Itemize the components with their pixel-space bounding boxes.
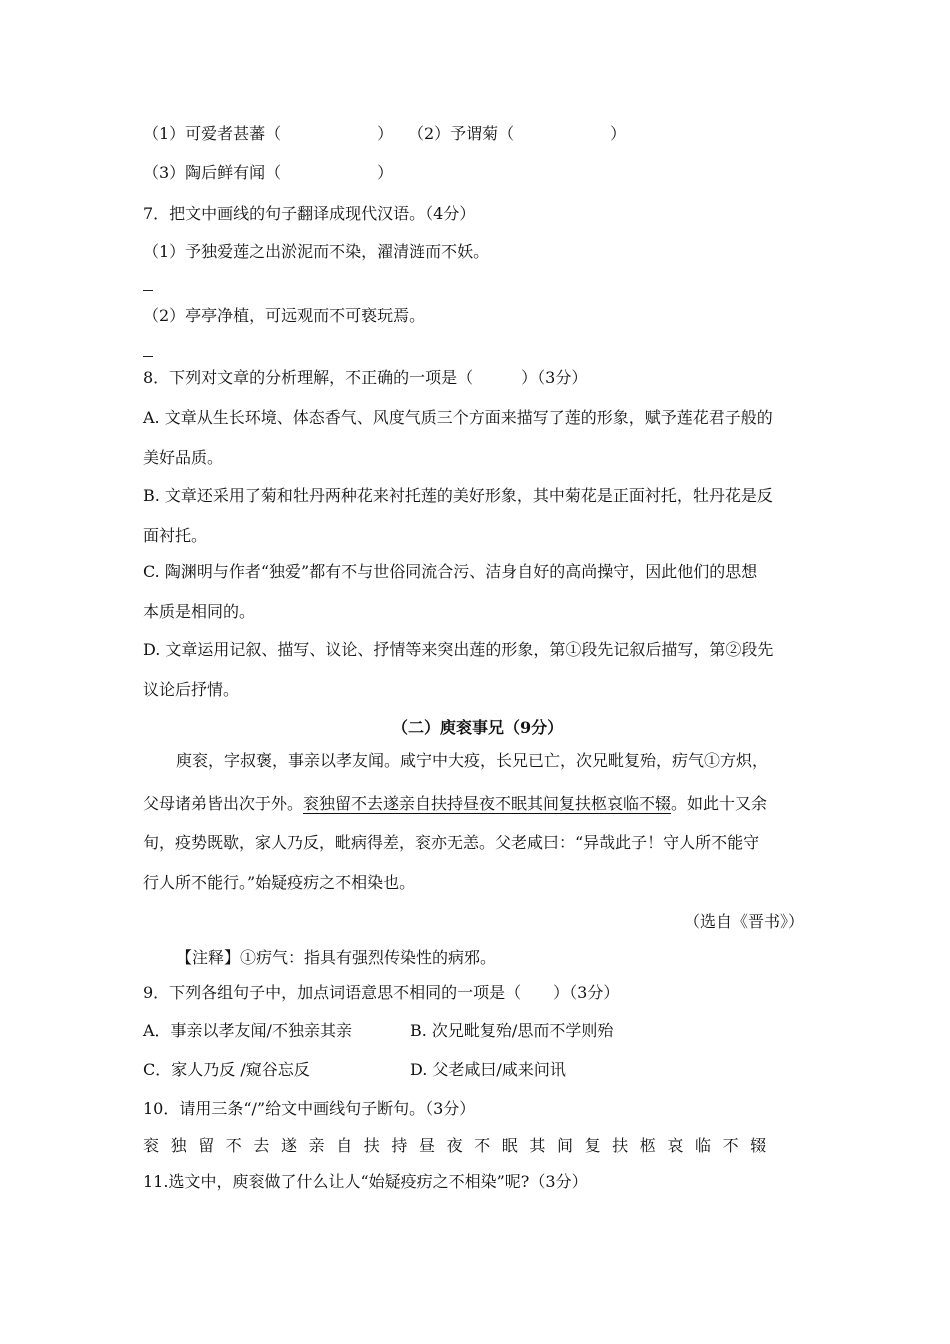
source-citation: （选自《晋书》） [684,912,805,931]
q9-title: 9．下列各组句子中，加点词语意思不相同的一项是（ ）（3分） [143,983,620,1002]
q8-option-b-line-1: B. 文章还采用了菊和牡丹两种花来衬托莲的美好形象，其中菊花是正面衬托，牡丹花是反 [143,486,773,505]
passage-line-3: 旬，疫势既歇，家人乃反，毗病得差，衮亦无恙。父老咸曰：“异哉此子！守人所不能守 [143,833,760,852]
q8-title: 8．下列对文章的分析理解，不正确的一项是（ ）（3分） [143,368,588,387]
section-heading: （二）庾衮事兄（9分） [392,718,564,737]
q7-title: 7．把文中画线的句子翻译成现代汉语。（4分） [143,204,476,223]
q6-item-1: （1）可爱者甚蕃（ ） [143,124,394,143]
q8-option-d-line-2: 议论后抒情。 [143,680,240,699]
q8-option-a-line-2: 美好品质。 [143,448,224,467]
q9-option-a: A．事亲以孝友闻/不独亲其亲 [143,1021,352,1040]
q9-option-c: C．家人乃反 /窥谷忘反 [143,1060,310,1079]
answer-blank-1[interactable] [143,290,153,291]
passage-line-2-end: 。如此十又余 [671,794,768,813]
passage-line-2-start: 父母诸弟皆出次于外。 [143,794,304,813]
q6-item-3: （3）陶后鲜有闻（ ） [143,163,394,182]
q8-option-a-line-1: A. 文章从生长环境、体态香气、风度气质三个方面来描写了莲的形象，赋予莲花君子般的 [143,408,773,427]
q10-sentence-to-punctuate[interactable]: 衮独留不去遂亲自扶持昼夜不眠其间复扶柩哀临不辍 [143,1136,778,1155]
q8-option-b-line-2: 面衬托。 [143,526,208,545]
passage-line-2 [143,793,767,815]
q9-option-d: D. 父老咸曰/咸来问讯 [410,1060,566,1079]
q9-option-b: B. 次兄毗复殆/思而不学则殆 [410,1021,614,1040]
q7-sentence-2: （2）亭亭净植，可远观而不可亵玩焉。 [143,306,426,325]
underlined-sentence: 衮独留不去遂亲自扶持昼夜不眠其间复扶柩哀临不辍 [303,794,672,813]
q11-title: 11.选文中，庾衮做了什么让人“始疑疫疠之不相染”呢?（3分） [143,1172,588,1191]
q7-sentence-1: （1）予独爱莲之出淤泥而不染，濯清涟而不妖。 [143,242,490,261]
answer-blank-2[interactable] [143,356,153,357]
annotation-note: 【注释】①疠气：指具有强烈传染性的病邪。 [176,948,497,967]
passage-line-1: 庾衮，字叔褒，事亲以孝友闻。咸宁中大疫，长兄已亡，次兄毗复殆，疠气①方炽， [176,751,769,770]
q10-title: 10．请用三条“/”给文中画线句子断句。（3分） [143,1099,476,1118]
q8-option-d-line-1: D. 文章运用记叙、描写、议论、抒情等来突出莲的形象，第①段先记叙后描写，第②段先 [143,640,774,659]
q6-item-2: （2）予谓菊（ ） [408,124,627,143]
q8-option-c-line-2: 本质是相同的。 [143,602,256,621]
q8-option-c-line-1: C. 陶渊明与作者“独爱”都有不与世俗同流合污、洁身自好的高尚操守，因此他们的思想 [143,562,758,581]
passage-line-4: 行人所不能行。”始疑疫疠之不相染也。 [143,873,416,892]
